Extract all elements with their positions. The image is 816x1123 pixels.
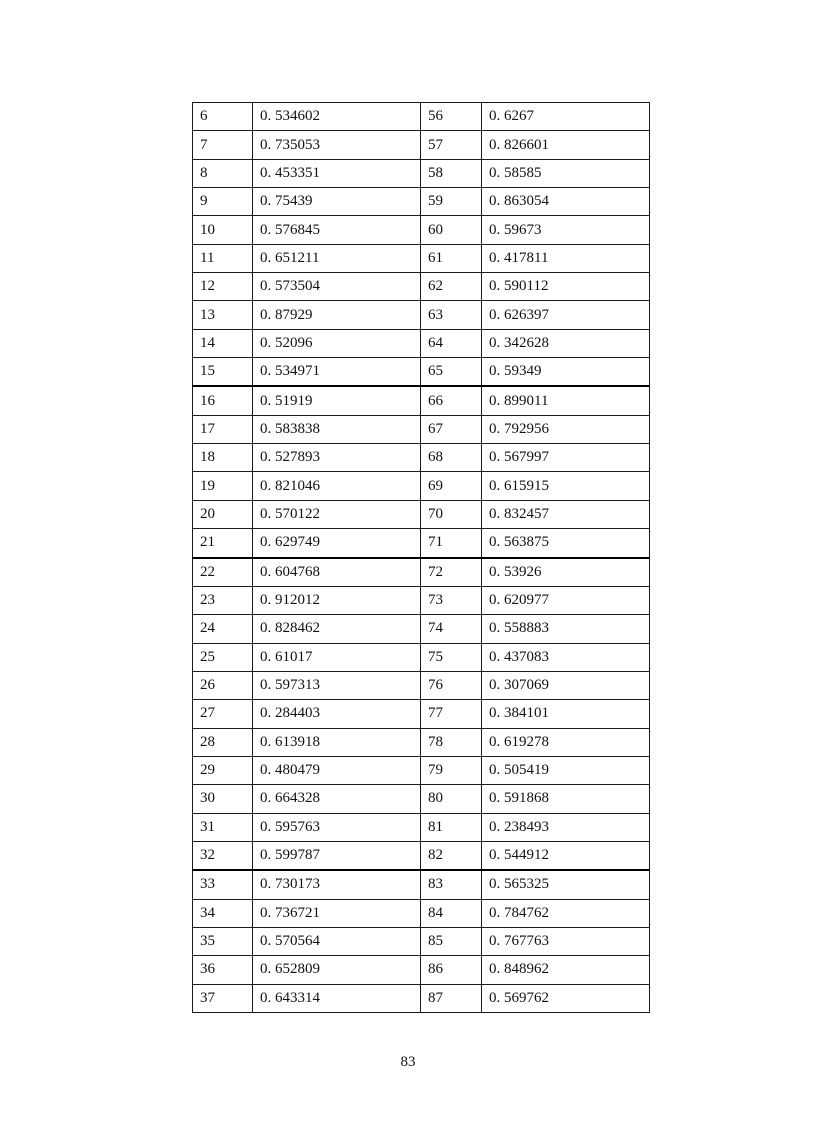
row-index-left: 29 — [193, 756, 253, 784]
table-row — [193, 756, 650, 784]
table-row — [193, 415, 650, 443]
row-index-left: 9 — [193, 188, 253, 216]
row-value-left: 0. 629749 — [253, 529, 421, 558]
row-value-right: 0. 437083 — [482, 643, 650, 671]
row-value-right: 0. 567997 — [482, 444, 650, 472]
row-value-left: 0. 570122 — [253, 500, 421, 528]
table-row — [193, 899, 650, 927]
row-value-left: 0. 652809 — [253, 956, 421, 984]
row-value-right: 0. 59673 — [482, 216, 650, 244]
row-index-left: 33 — [193, 870, 253, 899]
row-index-right: 59 — [421, 188, 482, 216]
row-value-left: 0. 643314 — [253, 984, 421, 1012]
row-value-left: 0. 573504 — [253, 273, 421, 301]
row-index-left: 37 — [193, 984, 253, 1012]
row-value-right: 0. 563875 — [482, 529, 650, 558]
row-index-left: 24 — [193, 615, 253, 643]
table-row — [193, 301, 650, 329]
row-index-right: 75 — [421, 643, 482, 671]
table-row — [193, 643, 650, 671]
row-value-right: 0. 558883 — [482, 615, 650, 643]
row-value-right: 0. 505419 — [482, 756, 650, 784]
row-index-left: 23 — [193, 586, 253, 614]
table-row — [193, 785, 650, 813]
row-index-right: 79 — [421, 756, 482, 784]
table-row — [193, 273, 650, 301]
row-value-right: 0. 899011 — [482, 386, 650, 415]
row-index-right: 66 — [421, 386, 482, 415]
row-value-left: 0. 284403 — [253, 700, 421, 728]
table-row — [193, 841, 650, 870]
row-value-right: 0. 792956 — [482, 415, 650, 443]
table-row — [193, 159, 650, 187]
table-row — [193, 558, 650, 587]
row-index-left: 14 — [193, 329, 253, 357]
row-value-left: 0. 735053 — [253, 131, 421, 159]
row-value-right: 0. 591868 — [482, 785, 650, 813]
row-index-right: 73 — [421, 586, 482, 614]
row-value-right: 0. 238493 — [482, 813, 650, 841]
row-index-right: 83 — [421, 870, 482, 899]
row-index-left: 17 — [193, 415, 253, 443]
row-value-left: 0. 453351 — [253, 159, 421, 187]
row-value-left: 0. 87929 — [253, 301, 421, 329]
table-row — [193, 615, 650, 643]
table-body — [193, 103, 650, 1013]
row-index-left: 16 — [193, 386, 253, 415]
table-row — [193, 927, 650, 955]
row-index-right: 67 — [421, 415, 482, 443]
row-value-right: 0. 832457 — [482, 500, 650, 528]
table-row — [193, 358, 650, 387]
row-value-left: 0. 534602 — [253, 103, 421, 131]
row-index-left: 25 — [193, 643, 253, 671]
table-row — [193, 956, 650, 984]
row-index-left: 27 — [193, 700, 253, 728]
table-row — [193, 813, 650, 841]
row-value-right: 0. 620977 — [482, 586, 650, 614]
row-value-left: 0. 75439 — [253, 188, 421, 216]
table-row — [193, 671, 650, 699]
row-value-right: 0. 59349 — [482, 358, 650, 387]
row-index-left: 26 — [193, 671, 253, 699]
row-index-left: 30 — [193, 785, 253, 813]
row-value-right: 0. 417811 — [482, 244, 650, 272]
row-value-right: 0. 619278 — [482, 728, 650, 756]
row-index-right: 85 — [421, 927, 482, 955]
row-index-right: 81 — [421, 813, 482, 841]
row-value-left: 0. 570564 — [253, 927, 421, 955]
row-index-right: 86 — [421, 956, 482, 984]
row-index-left: 22 — [193, 558, 253, 587]
row-value-right: 0. 784762 — [482, 899, 650, 927]
table-row — [193, 103, 650, 131]
row-index-right: 72 — [421, 558, 482, 587]
row-value-left: 0. 821046 — [253, 472, 421, 500]
table-row — [193, 984, 650, 1012]
table-row — [193, 472, 650, 500]
row-value-right: 0. 342628 — [482, 329, 650, 357]
row-value-right: 0. 6267 — [482, 103, 650, 131]
row-value-left: 0. 912012 — [253, 586, 421, 614]
row-index-left: 7 — [193, 131, 253, 159]
row-index-left: 21 — [193, 529, 253, 558]
row-index-left: 12 — [193, 273, 253, 301]
row-index-left: 36 — [193, 956, 253, 984]
row-value-right: 0. 569762 — [482, 984, 650, 1012]
data-table — [192, 102, 650, 1013]
row-value-left: 0. 576845 — [253, 216, 421, 244]
table-row — [193, 244, 650, 272]
row-value-left: 0. 480479 — [253, 756, 421, 784]
table-row — [193, 586, 650, 614]
row-value-left: 0. 61017 — [253, 643, 421, 671]
row-value-right: 0. 863054 — [482, 188, 650, 216]
row-value-left: 0. 613918 — [253, 728, 421, 756]
row-index-left: 18 — [193, 444, 253, 472]
table-row — [193, 529, 650, 558]
row-index-left: 28 — [193, 728, 253, 756]
row-index-right: 80 — [421, 785, 482, 813]
row-index-right: 84 — [421, 899, 482, 927]
row-value-right: 0. 307069 — [482, 671, 650, 699]
table-row — [193, 329, 650, 357]
row-value-left: 0. 599787 — [253, 841, 421, 870]
row-index-right: 76 — [421, 671, 482, 699]
row-index-left: 8 — [193, 159, 253, 187]
row-value-right: 0. 626397 — [482, 301, 650, 329]
row-value-left: 0. 664328 — [253, 785, 421, 813]
row-index-left: 32 — [193, 841, 253, 870]
row-value-left: 0. 583838 — [253, 415, 421, 443]
row-value-right: 0. 544912 — [482, 841, 650, 870]
row-index-right: 77 — [421, 700, 482, 728]
row-index-right: 60 — [421, 216, 482, 244]
row-index-right: 69 — [421, 472, 482, 500]
row-value-right: 0. 826601 — [482, 131, 650, 159]
row-value-left: 0. 52096 — [253, 329, 421, 357]
row-value-right: 0. 53926 — [482, 558, 650, 587]
row-index-right: 74 — [421, 615, 482, 643]
row-value-left: 0. 51919 — [253, 386, 421, 415]
row-index-left: 34 — [193, 899, 253, 927]
row-index-right: 68 — [421, 444, 482, 472]
row-value-left: 0. 604768 — [253, 558, 421, 587]
row-index-right: 62 — [421, 273, 482, 301]
row-index-right: 57 — [421, 131, 482, 159]
row-value-left: 0. 597313 — [253, 671, 421, 699]
row-index-left: 11 — [193, 244, 253, 272]
row-value-right: 0. 384101 — [482, 700, 650, 728]
row-value-left: 0. 730173 — [253, 870, 421, 899]
row-value-right: 0. 590112 — [482, 273, 650, 301]
row-index-left: 13 — [193, 301, 253, 329]
row-index-right: 56 — [421, 103, 482, 131]
row-value-right: 0. 767763 — [482, 927, 650, 955]
table-row — [193, 386, 650, 415]
row-value-left: 0. 534971 — [253, 358, 421, 387]
row-index-right: 63 — [421, 301, 482, 329]
row-index-left: 6 — [193, 103, 253, 131]
row-value-right: 0. 565325 — [482, 870, 650, 899]
row-index-right: 65 — [421, 358, 482, 387]
table-row — [193, 444, 650, 472]
row-value-left: 0. 736721 — [253, 899, 421, 927]
row-index-left: 35 — [193, 927, 253, 955]
row-index-right: 64 — [421, 329, 482, 357]
table-row — [193, 700, 650, 728]
row-index-right: 87 — [421, 984, 482, 1012]
row-value-right: 0. 615915 — [482, 472, 650, 500]
row-index-right: 58 — [421, 159, 482, 187]
row-index-left: 15 — [193, 358, 253, 387]
row-index-left: 20 — [193, 500, 253, 528]
row-value-left: 0. 595763 — [253, 813, 421, 841]
row-value-left: 0. 527893 — [253, 444, 421, 472]
row-index-right: 61 — [421, 244, 482, 272]
row-value-right: 0. 848962 — [482, 956, 650, 984]
row-value-left: 0. 651211 — [253, 244, 421, 272]
row-value-right: 0. 58585 — [482, 159, 650, 187]
page-number: 83 — [400, 1054, 416, 1070]
row-value-left: 0. 828462 — [253, 615, 421, 643]
row-index-left: 10 — [193, 216, 253, 244]
row-index-right: 71 — [421, 529, 482, 558]
row-index-left: 31 — [193, 813, 253, 841]
table-row — [193, 870, 650, 899]
table-row — [193, 728, 650, 756]
table-row — [193, 216, 650, 244]
row-index-left: 19 — [193, 472, 253, 500]
table-row — [193, 188, 650, 216]
row-index-right: 82 — [421, 841, 482, 870]
row-index-right: 78 — [421, 728, 482, 756]
table-row — [193, 131, 650, 159]
table-row — [193, 500, 650, 528]
row-index-right: 70 — [421, 500, 482, 528]
